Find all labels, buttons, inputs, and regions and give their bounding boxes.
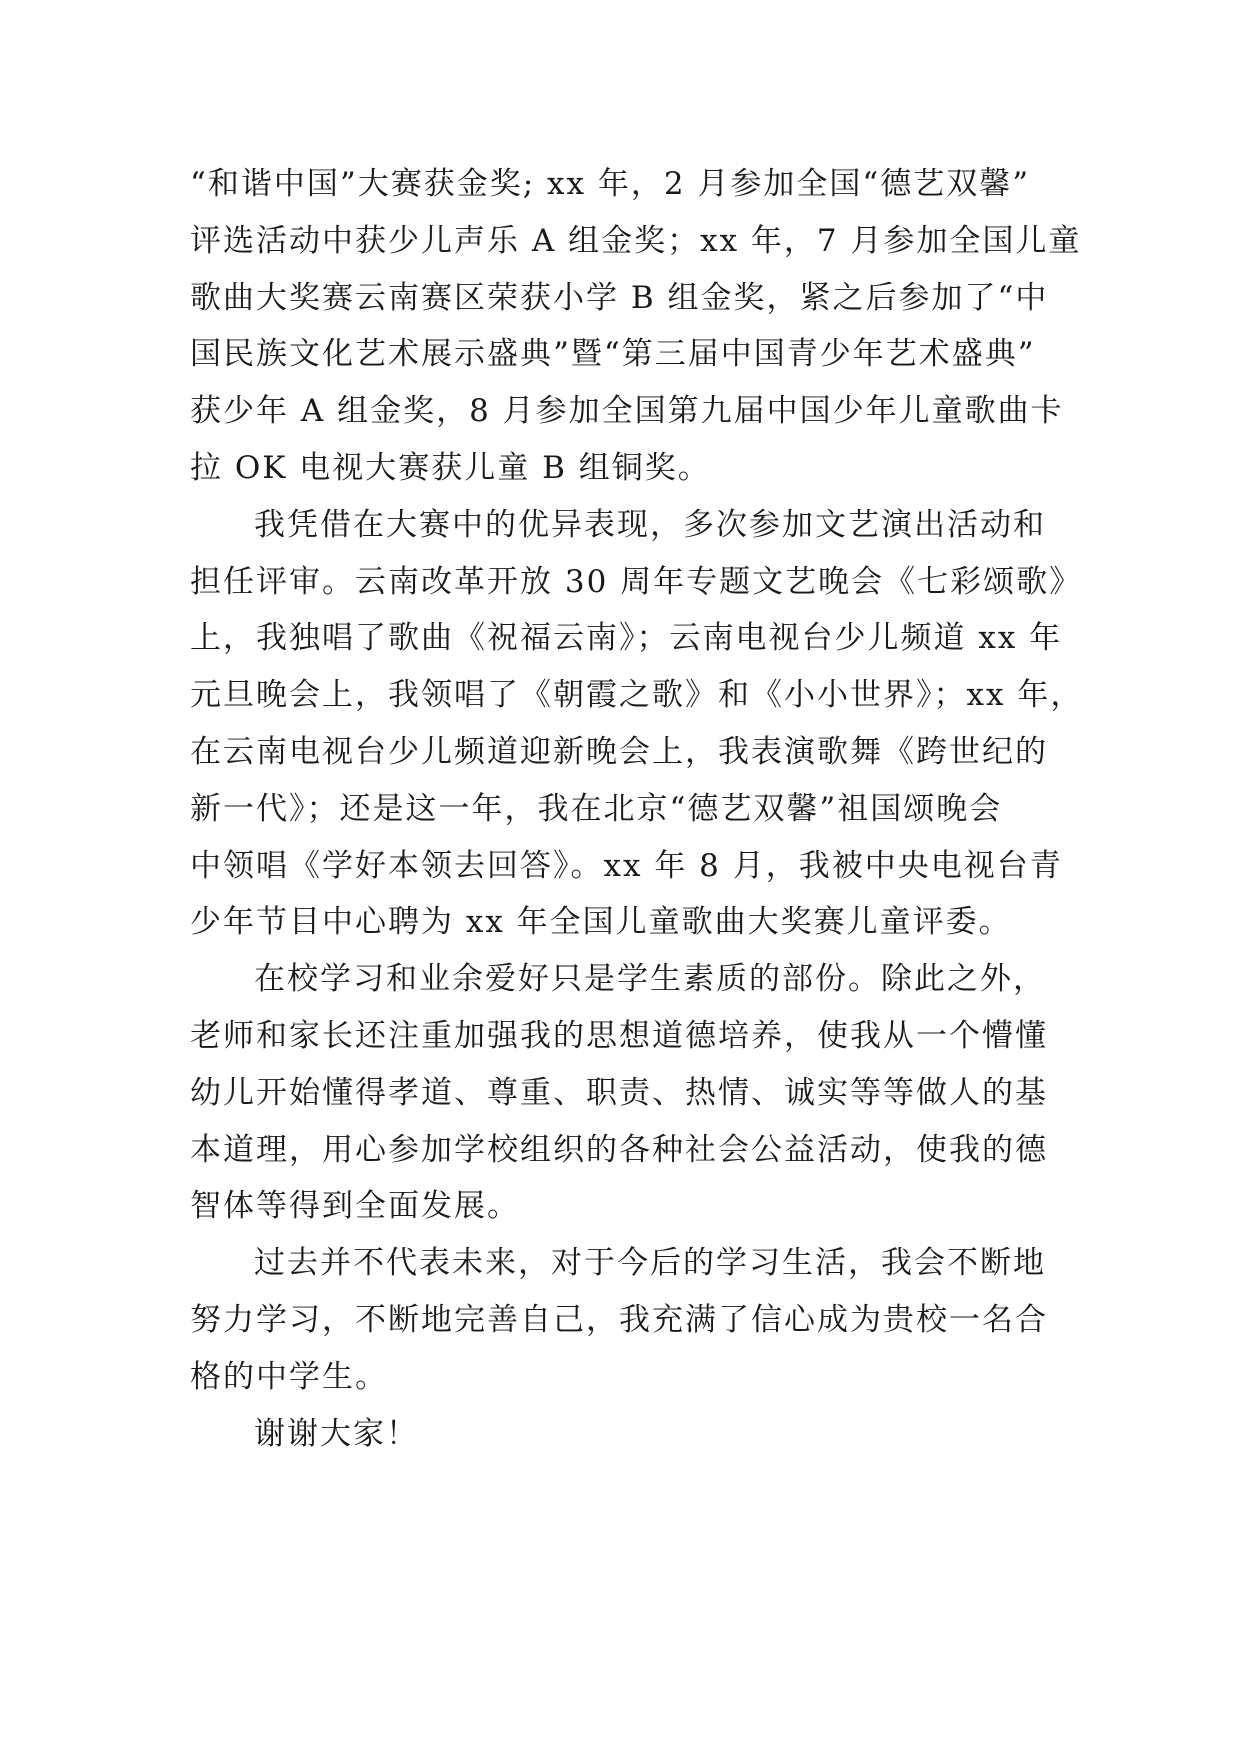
text-line: 我凭借在大赛中的优异表现，多次参加文艺演出活动和: [254, 506, 1046, 543]
text-line: 获少年 A 组金奖，8 月参加全国第九届中国少年儿童歌曲卡: [190, 393, 1064, 430]
text-line: 在云南电视台少儿频道迎新晚会上，我表演歌舞《跨世纪的: [190, 733, 1048, 770]
text-line: 过去并不代表未来，对于今后的学习生活，我会不断地: [254, 1245, 1046, 1282]
text-line: 在校学习和业余爱好只是学生素质的部份。除此之外，: [254, 961, 1046, 998]
text-line: 国民族文化艺术展示盛典”暨“第三届中国青少年艺术盛典”: [190, 336, 1036, 373]
text-line: 中领唱《学好本领去回答》。xx 年 8 月，我被中央电视台青: [190, 847, 1063, 884]
text-line: 格的中学生。: [190, 1358, 388, 1395]
text-line: 努力学习，不断地完善自己，我充满了信心成为贵校一名合: [190, 1301, 1048, 1338]
text-line: 拉 OK 电视大赛获儿童 B 组铜奖。: [190, 449, 711, 486]
document-body: [190, 156, 1084, 1462]
text-line: “和谐中国”大赛获金奖; xx 年，2 月参加全国“德艺双馨”: [190, 166, 1031, 202]
text-line: 评选活动中获少儿声乐 A 组金奖；xx 年，7 月参加全国儿童: [190, 222, 1082, 259]
text-line: 元旦晚会上，我领唱了《朝霞之歌》和《小小世界》；xx 年，: [190, 677, 1084, 714]
text-line: 上，我独唱了歌曲《祝福云南》；云南电视台少儿频道 xx 年: [190, 620, 1063, 657]
text-line: 少年节目中心聘为 xx 年全国儿童歌曲大奖赛儿童评委。: [190, 904, 1012, 941]
text-line: 幼儿开始懂得孝道、尊重、职责、热情、诚实等等做人的基: [190, 1074, 1048, 1111]
text-line: 谢谢大家！: [254, 1415, 419, 1452]
text-line: 智体等得到全面发展。: [190, 1188, 520, 1225]
text-line: 老师和家长还注重加强我的思想道德培养，使我从一个懵懂: [190, 1017, 1048, 1054]
text-line: 担任评审。云南改革开放 30 周年专题文艺晚会《七彩颂歌》: [190, 563, 1083, 600]
text-line: 新一代》；还是这一年，我在北京“德艺双馨”祖国颂晚会: [190, 790, 1003, 827]
text-line: 歌曲大奖赛云南赛区荣获小学 B 组金奖，紧之后参加了“中: [190, 279, 1049, 316]
text-line: 本道理，用心参加学校组织的各种社会公益活动，使我的德: [190, 1131, 1048, 1168]
